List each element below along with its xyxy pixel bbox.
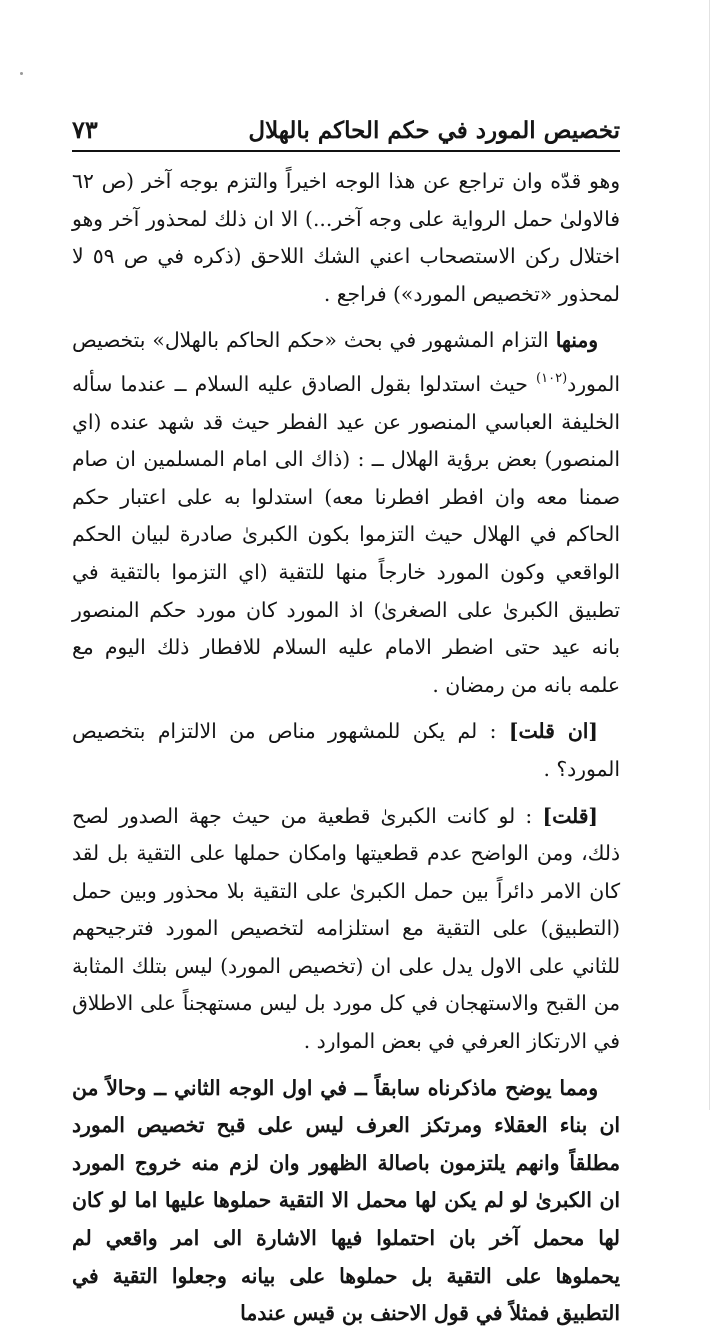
footnote-ref: (١٠٢) [536,370,568,386]
paragraph-3-text: : لم يكن للمشهور مناص من الالتزام بتخصيص المورد؟ . [72,719,620,781]
margin-mark [20,72,23,75]
body-text [72,163,620,1333]
page-header [72,108,620,144]
paragraph-1: وهو قدّه وان تراجع عن هذا الوجه اخيراً والتزم بوجه آخر (ص ٦٢ فالاولىٰ حمل الرواية على وجه آخر...) الا ان ذلك لمحذور آخر وهو اختلال ركن الاستصحاب اعني الشك اللاحق (ذكره في ص ٥٩ لا لمحذور «تخصيص المورد») فراجع . [72,169,621,306]
paragraph-3-lead: [ان قلت] [508,719,599,744]
paragraph-4 [72,798,620,1061]
paragraph-3 [72,713,620,788]
paragraph-2 [72,322,620,704]
paragraph-2-lead: ومنها [555,328,598,353]
page-number: ٧٣ [72,115,98,144]
paragraph-4-text: : لو كانت الكبرىٰ قطعية من حيث جهة الصدور لصح ذلك، ومن الواضح عدم قطعيتها وامكان حملها على التقية بل لقد كان الامر دائراً بين حمل الكبرىٰ على التقية بلا محذور وبين حمل (التطبيق) على التقية مع استلزامه لتخصيص المورد فترجيحهم للثاني على الاول يدل على ان (تخصيص المورد) ليس بتلك المثابة من القبح والاستهجان في كل مورد بل ليس مستهجناً على الاطلاق في الارتكاز العرفي في بعض الموارد . [72,803,620,1054]
header-rule [72,150,620,152]
page-edge [709,0,710,1110]
paragraph-4-lead: [قلت] [542,803,598,828]
paragraph-2-text: التزام المشهور في بحث «حكم الحاكم بالهلال» بتخصيص المورد [72,328,620,396]
running-title: تخصيص المورد في حكم الحاكم بالهلال [248,117,620,144]
paragraph-5: ومما يوضح ماذكرناه سابقاً ــ في اول الوجه الثاني ــ وحالاً من ان بناء العقلاء ومرتكز العرف ليس على قبح تخصيص المورد مطلقاً وانهم يلتزمون باصالة الظهور وان لزم منه خروج المورد ان الكبرىٰ لو لم يكن لها محمل الا التقية حملوها عليها اما لو كان لها محمل آخر بان احتملوا فيها الاشارة الى امر واقعي لم يحملوها على التقية بل حملوها على بيانه وجعلوا التقية في التطبيق فمثلاً في قول الاحنف بن قيس عندما [72,1075,620,1326]
paragraph-2-rest: حيث استدلوا بقول الصادق عليه السلام ــ عندما سأله الخليفة العباسي المنصور عن عيد الفطر حيث قد شهد عنده (اي المنصور) بعض برؤية الهلال ــ : (ذاك الى امام المسلمين ان صام صمنا معه وان افطر افطرنا معه) استدلوا به على اعتبار حكم الحاكم في الهلال حيث التزموا بكون الكبرىٰ صادرة لبيان الحكم الواقعي وكون المورد خارجاً منها للتقية (اي التزموا بالتقية في تطبيق الكبرىٰ على الصغرىٰ) اذ المورد كان مورد حكم المنصور بانه عيد حتى اضطر الامام عليه السلام للافطار ذلك اليوم مع علمه بانه من رمضان . [72,371,620,697]
